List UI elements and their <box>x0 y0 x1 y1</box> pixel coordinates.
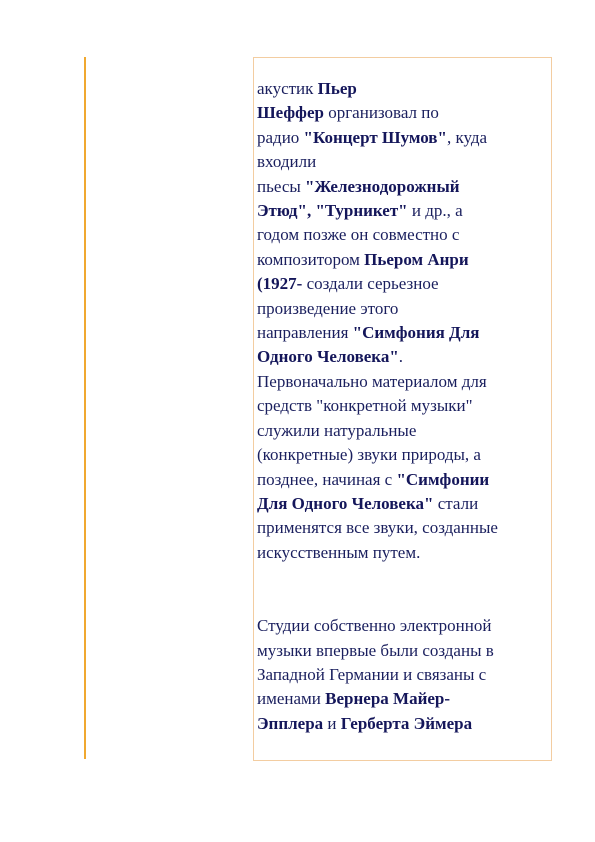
bold-text: (1927- <box>257 274 303 294</box>
text-span: позднее, начиная с <box>257 469 397 489</box>
text-span: служили натуральные <box>257 420 417 440</box>
text-line <box>257 394 549 418</box>
bold-text: "Симфония Для <box>352 323 480 343</box>
bold-text: "Железнодорожный <box>305 176 460 196</box>
text-line <box>257 663 549 687</box>
text-span: Студии собственно электронной <box>257 616 492 636</box>
text-line <box>257 687 549 711</box>
text-line <box>257 272 549 296</box>
text-span: и др., а <box>407 201 463 221</box>
text-span: искусственным путем. <box>257 542 421 562</box>
text-line <box>257 101 549 125</box>
text-span: пьесы <box>257 176 306 196</box>
text-span: произведение этого <box>257 298 399 318</box>
text-span: создали серьезное <box>302 274 439 294</box>
text-span: Западной Германии и связаны с <box>257 664 487 684</box>
text-span: именами <box>257 689 326 709</box>
text-line <box>257 370 549 394</box>
text-line <box>257 223 549 247</box>
text-line <box>257 712 549 736</box>
bold-text: Этюд", "Турникет" <box>257 201 408 221</box>
text-span: входили <box>257 152 317 172</box>
text-span: радио <box>257 127 304 147</box>
text-span: Первоначально материалом для <box>257 371 487 391</box>
text-line <box>257 321 549 345</box>
text-span: музыки впервые были созданы в <box>257 640 494 660</box>
text-line <box>257 248 549 272</box>
paragraph-electronic-studios <box>257 614 549 736</box>
text-line <box>257 614 549 638</box>
bold-text: Эпплера <box>257 713 324 733</box>
text-line <box>257 199 549 223</box>
text-span: применятся все звуки, созданные <box>257 518 498 538</box>
text-span: композитором <box>257 249 365 269</box>
text-line <box>257 345 549 369</box>
text-body <box>257 77 549 736</box>
paragraph-gap <box>257 565 549 614</box>
text-span: , куда <box>446 127 488 147</box>
bold-text: Одного Человека" <box>257 347 399 367</box>
text-span: . <box>398 347 404 367</box>
bold-text: "Симфонии <box>396 469 490 489</box>
text-span: средств "конкретной музыки" <box>257 396 473 416</box>
bold-text: "Концерт Шумов" <box>303 127 447 147</box>
bold-text: Вернера Майер- <box>325 689 451 709</box>
left-margin-rule <box>84 57 86 759</box>
paragraph-musique-concrete <box>257 77 549 565</box>
text-span: организовал по <box>323 103 439 123</box>
text-span: (конкретные) звуки природы, а <box>257 445 481 465</box>
text-line <box>257 175 549 199</box>
bold-text: Герберта Эймера <box>340 713 473 733</box>
text-span: и <box>323 713 341 733</box>
text-line <box>257 492 549 516</box>
text-line <box>257 419 549 443</box>
text-line <box>257 516 549 540</box>
bold-text: Пьером Анри <box>364 249 469 269</box>
bold-text: Пьер <box>317 79 357 98</box>
text-line <box>257 468 549 492</box>
bold-text: Шеффер <box>257 103 324 123</box>
text-line <box>257 443 549 467</box>
text-line <box>257 541 549 565</box>
text-span: стали <box>433 493 479 513</box>
text-line <box>257 150 549 174</box>
text-span: акустик <box>257 79 318 98</box>
text-line <box>257 639 549 663</box>
bold-text: Для Одного Человека" <box>257 493 434 513</box>
text-line <box>257 126 549 150</box>
text-span: направления <box>257 323 353 343</box>
text-span: годом позже он совместно с <box>257 225 460 245</box>
text-line <box>257 297 549 321</box>
text-line <box>257 77 549 101</box>
